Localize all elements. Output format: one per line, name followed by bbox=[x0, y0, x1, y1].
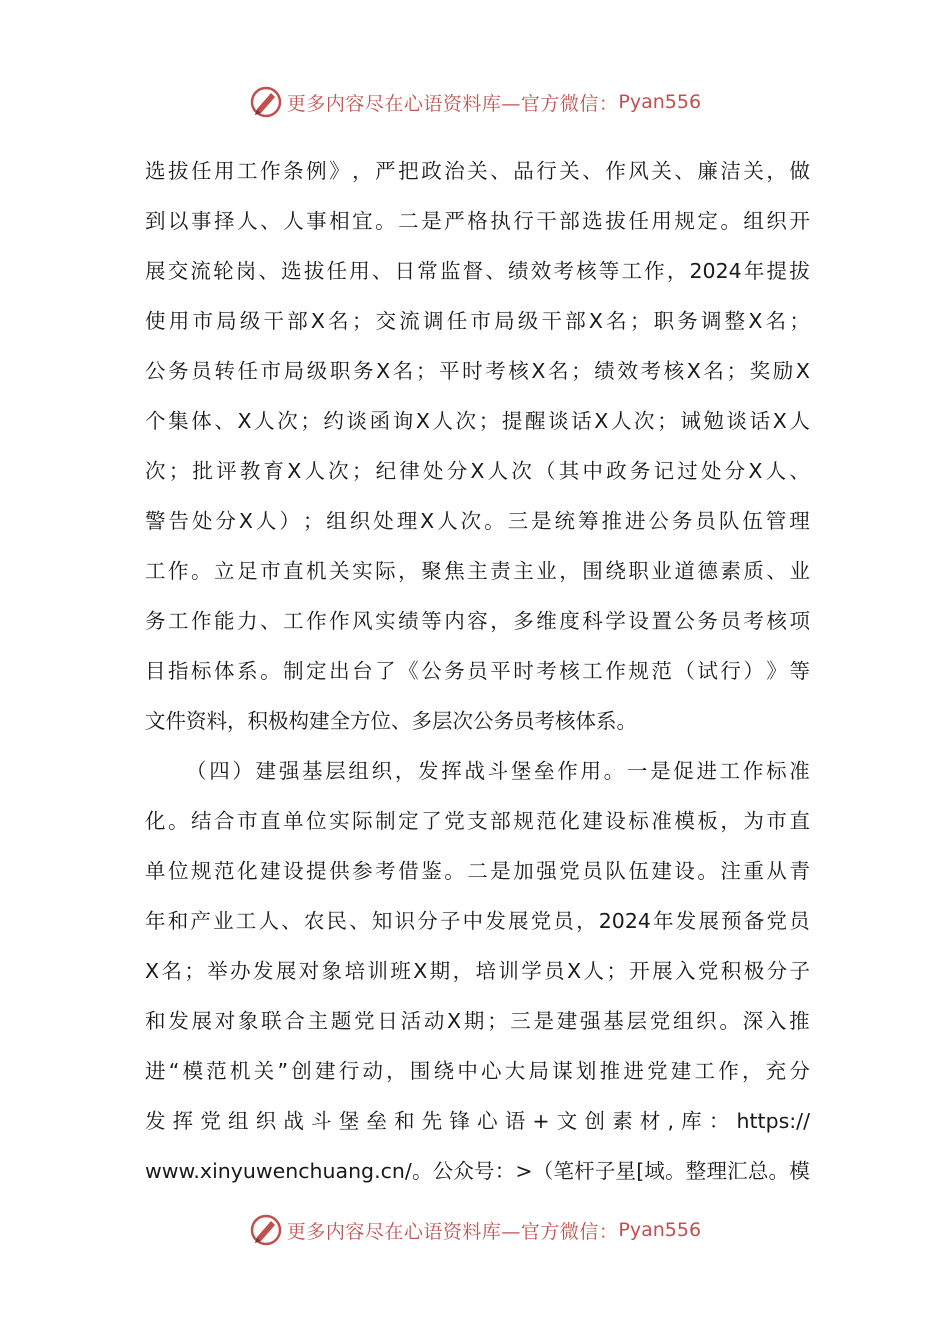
banner-text: 更多内容尽在心语资料库—官方微信： bbox=[286, 92, 619, 115]
text-line: 使 用 市 局 级 干 部 X 名 ； 交 流 调 任 市 局 级 干 部 X 名 ； 职 务 调 整 X 名 ； bbox=[145, 309, 810, 333]
wechat-id: Pyan556 bbox=[618, 91, 702, 113]
banner-text: 更多内容尽在心语资料库—官方微信： bbox=[286, 1220, 619, 1243]
document-body bbox=[145, 146, 810, 1196]
text-line: 警 告 处 分 X 人 ） ； 组 织 处 理 X 人 次 。 三 是 统 筹 推 进 公 务 员 队 伍 管 理 bbox=[145, 509, 810, 533]
text-line: 年 和 产 业 工 人 、 农 民 、 知 识 分 子 中 发 展 党 员 ， 2024 年 发 展 预 备 党 员 bbox=[145, 909, 810, 933]
text-line: （ 四 ） 建 强 基 层 组 织 ， 发 挥 战 斗 堡 垒 作 用 。 一 是 促 进 工 作 标 准 bbox=[186, 759, 810, 783]
wechat-id: Pyan556 bbox=[618, 1219, 702, 1241]
text-line: 目 指 标 体 系 。 制 定 出 台 了 《 公 务 员 平 时 考 核 工 作 规 范 （ 试 行 ） 》 等 bbox=[145, 659, 810, 683]
header-banner bbox=[0, 82, 950, 122]
text-line: 公 务 员 转 任 市 局 级 职 务 X 名 ； 平 时 考 核 X 名 ； 绩 效 考 核 X 名 ； 奖 励 X bbox=[145, 359, 810, 383]
text-line: 化 。 结 合 市 直 单 位 实 际 制 定 了 党 支 部 规 范 化 建 设 标 准 模 板 ， 为 市 直 bbox=[145, 809, 810, 833]
text-line: X 名 ； 举 办 发 展 对 象 培 训 班 X 期 ， 培 训 学 员 X 人 ； 开 展 入 党 积 极 分 子 bbox=[145, 959, 810, 983]
text-line: www.xinyuwenchuang.cn/ 。 公 众 号 ： > （ 笔 杆 子 星 [ 域 。 整 理 汇 总 。 模 bbox=[145, 1159, 810, 1183]
pen-logo-icon bbox=[249, 1213, 283, 1247]
footer-banner bbox=[0, 1210, 950, 1250]
text-line: 个 集 体 、 X 人 次 ； 约 谈 函 询 X 人 次 ； 提 醒 谈 话 X 人 次 ； 诫 勉 谈 话 X 人 bbox=[145, 409, 810, 433]
text-line: 单 位 规 范 化 建 设 提 供 参 考 借 鉴 。 二 是 加 强 党 员 队 伍 建 设 。 注 重 从 青 bbox=[145, 859, 810, 883]
text-line: 进 “ 模 范 机 关 ” 创 建 行 动 ， 围 绕 中 心 大 局 谋 划 推 进 党 建 工 作 ， 充 分 bbox=[145, 1059, 810, 1083]
text-line: 发 挥 党 组 织 战 斗 堡 垒 和 先 锋 心 语 + 文 创 素 材 , 库 ： https:// bbox=[145, 1109, 810, 1133]
text-line: 文件资料，积极构建全方位、多层次公务员考核体系。 bbox=[145, 709, 637, 733]
text-line: 和 发 展 对 象 联 合 主 题 党 日 活 动 X 期 ； 三 是 建 强 基 层 党 组 织 。 深 入 推 bbox=[145, 1009, 810, 1033]
text-line: 次 ； 批 评 教 育 X 人 次 ； 纪 律 处 分 X 人 次 （ 其 中 政 务 记 过 处 分 X 人 、 bbox=[145, 459, 810, 483]
text-line: 务 工 作 能 力 、 工 作 作 风 实 绩 等 内 容 ， 多 维 度 科 学 设 置 公 务 员 考 核 项 bbox=[145, 609, 810, 633]
pen-logo-icon bbox=[249, 85, 283, 119]
text-line: 工 作 。 立 足 市 直 机 关 实 际 ， 聚 焦 主 责 主 业 ， 围 绕 职 业 道 德 素 质 、 业 bbox=[145, 559, 810, 583]
text-line: 到 以 事 择 人 、 人 事 相 宜 。 二 是 严 格 执 行 干 部 选 拔 任 用 规 定 。 组 织 开 bbox=[145, 209, 810, 233]
text-line: 展 交 流 轮 岗 、 选 拔 任 用 、 日 常 监 督 、 绩 效 考 核 等 工 作 ， 2024 年 提 拔 bbox=[145, 259, 810, 283]
text-line: 选 拔 任 用 工 作 条 例 》 ， 严 把 政 治 关 、 品 行 关 、 作 风 关 、 廉 洁 关 ， 做 bbox=[145, 159, 810, 183]
